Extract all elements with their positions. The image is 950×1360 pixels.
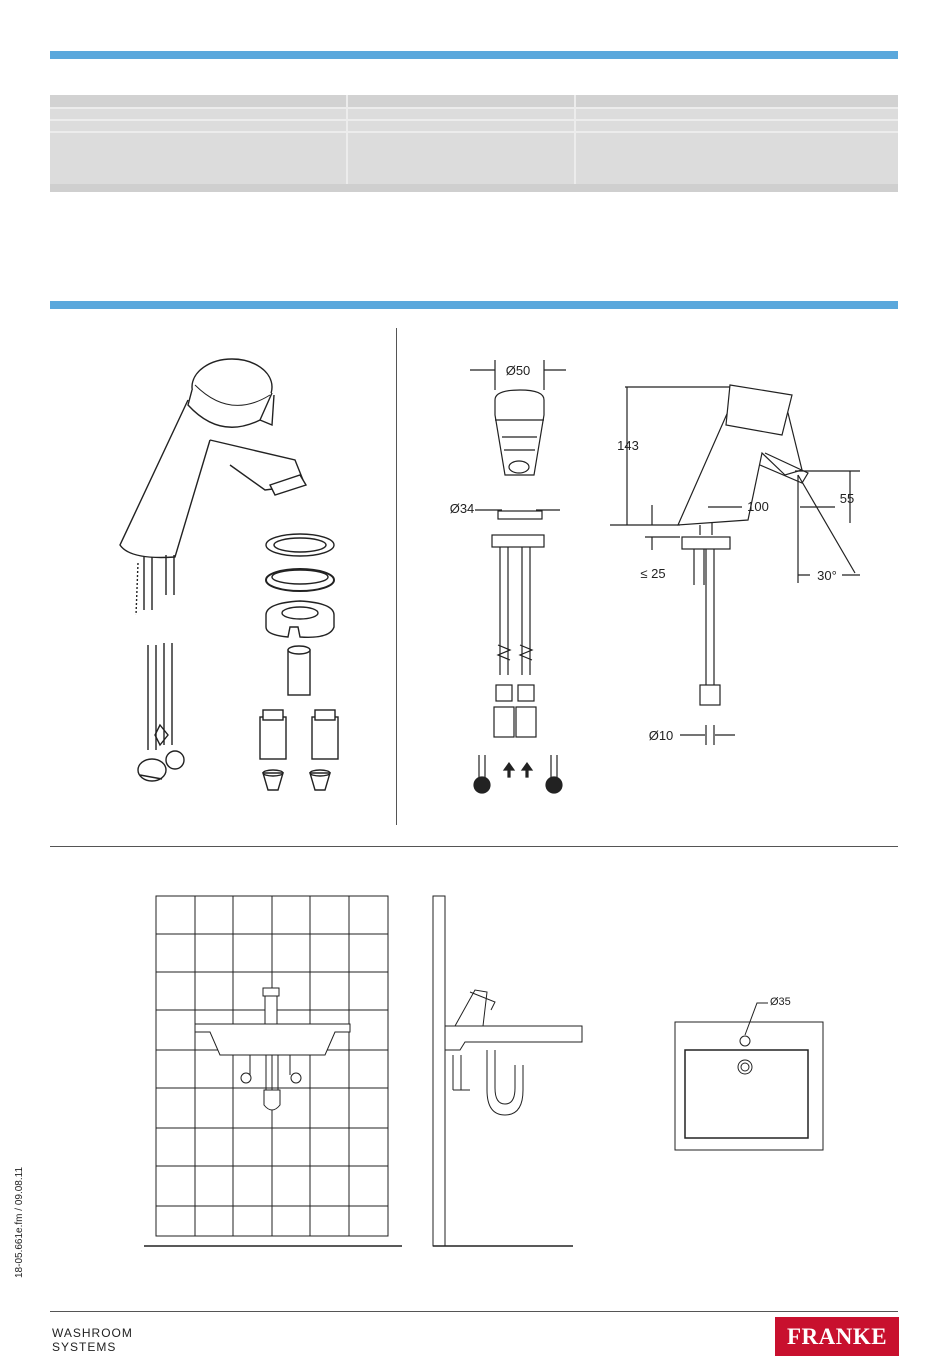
front-view [470,360,566,737]
installation-rule [50,846,898,847]
dim-spout-diameter: Ø50 [505,363,531,378]
drawing-section-bar [50,301,898,309]
exploded-parts-drawing [100,345,390,815]
mounting-clamp [266,601,334,637]
side-view [610,385,860,745]
brand-line-2: SYSTEMS [52,1340,117,1354]
installation-front-view [140,890,410,1250]
dim-base-diameter: Ø34 [449,501,475,516]
brand-line-1: WASHROOM [52,1326,133,1340]
section-divider [396,328,397,825]
dim-hose-diameter: Ø10 [648,728,674,743]
filter-screens [263,770,330,790]
hole-diameter-label: Ø35 [770,996,791,1008]
spec-table [50,95,898,192]
dim-spout-height: 55 [839,491,855,506]
dim-height: 143 [617,438,639,453]
dimension-drawing [430,345,880,805]
franke-logo: FRANKE [775,1317,899,1356]
dim-spout-reach: 100 [747,499,769,514]
dim-spray-angle: 30° [817,568,837,583]
threaded-rod [288,646,310,695]
brand-tagline [52,1326,133,1354]
flex-hoses [138,643,184,781]
installation-side-view [425,890,595,1250]
temperature-icons [474,755,562,793]
faucet-body [120,359,306,558]
installation-top-view [665,985,835,1155]
top-section-bar [50,51,898,59]
doc-reference: 18-05.661e.fm / 09.08.11 [14,1166,25,1278]
valve-adapters [260,710,338,759]
o-rings [266,534,334,591]
footer-rule [50,1311,898,1312]
dim-mount-thickness: ≤ 25 [640,566,666,581]
